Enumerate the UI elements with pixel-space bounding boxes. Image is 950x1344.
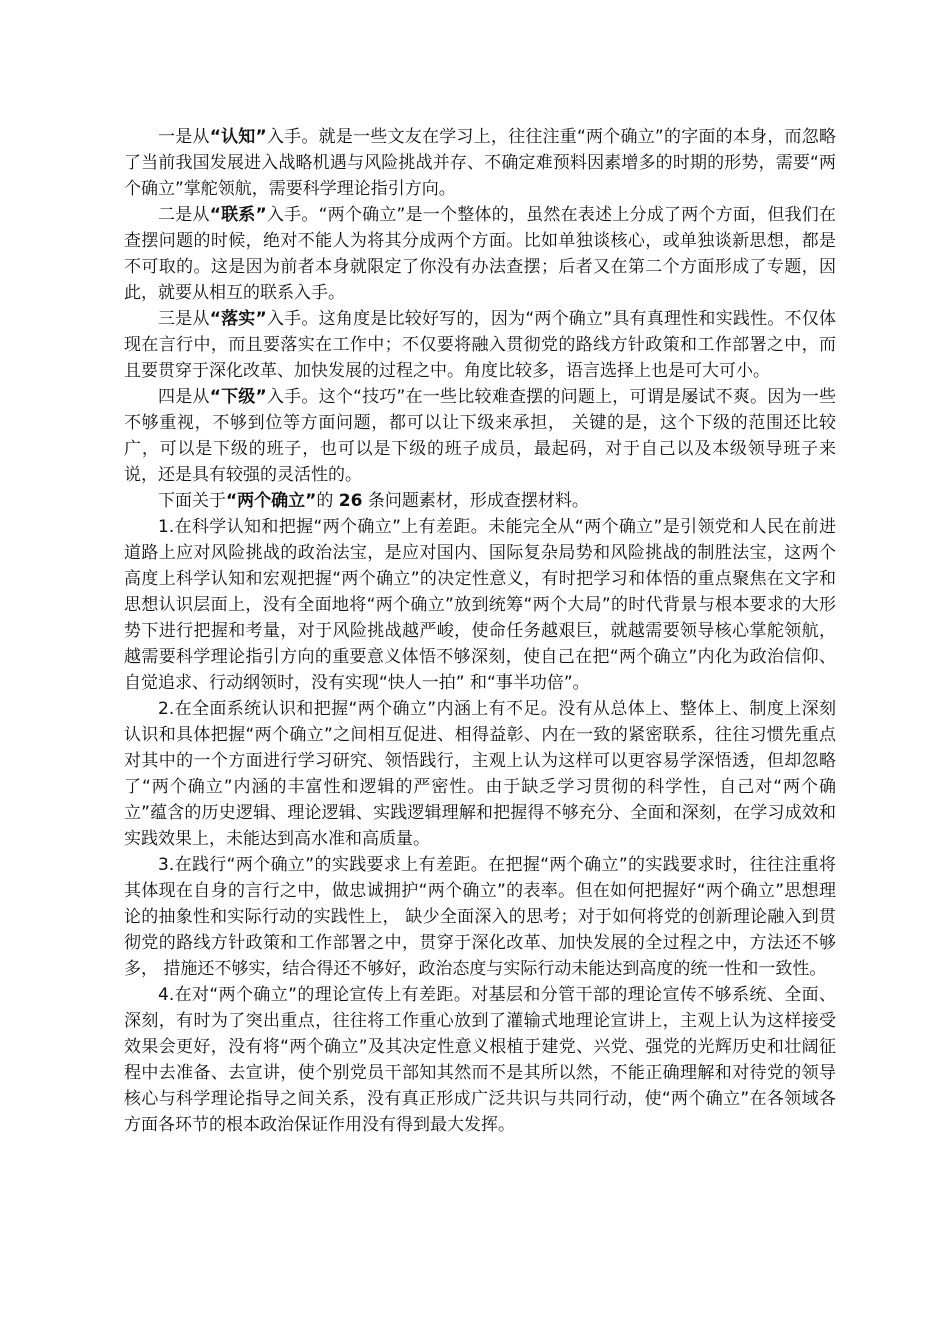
paragraph-keyword: “两个确立” xyxy=(226,491,317,511)
paragraph-lead: 二是从 xyxy=(158,205,210,225)
paragraph-keyword: “联系” xyxy=(209,205,267,225)
problem-item-2: 2.在全面系统认识和把握“两个确立”内涵上有不足。没有从总体上、整体上、制度上深刻认识和具体把握“两个确立”之间相互促进、相得益彰、内在一致的紧密联系，往往习惯先重点对其中的一个方面进行学习研究、领悟践行，主观上认为这样可以更容易学深悟透，但却忽略了“两个确立”内涵的丰富性和逻辑的严密性。由于缺乏学习贯彻的科学性，自己对“两个确立”蕴含的历史逻辑、理论逻辑、实践逻辑理解和把握得不够充分、全面和深刻，在学习成效和实践效果上，未能达到高水准和高质量。 xyxy=(124,699,836,849)
problem-item-3: 3.在践行“两个确立”的实践要求上有差距。在把握“两个确立”的实践要求时，往往注重将其体现在自身的言行之中，做忠诚拥护“两个确立”的表率。但在如何把握好“两个确立”思想理论的抽象性和实际行动的实践性上， 缺少全面深入的思考；对于如何将党的创新理论融入到贯彻党的路线方针政策和工作部署之中，贯穿于深化改革、加快发展的全过程之中，方法还不够多， 措施还不够实，结合得还不够好，政治态度与实际行动未能达到高度的统一性和一致性。 xyxy=(124,855,836,979)
paragraph-keyword: “下级” xyxy=(209,387,267,407)
paragraph-text: 条问题素材，形成查摆材料。 xyxy=(362,491,589,511)
intro-paragraph-1 xyxy=(124,124,836,202)
paragraph-text: 的 xyxy=(316,491,339,511)
paragraph-lead: 三是从 xyxy=(158,309,210,329)
intro-paragraph-5 xyxy=(124,488,836,514)
intro-paragraph-4 xyxy=(124,384,836,488)
paragraph-lead: 下面关于 xyxy=(158,491,226,511)
problem-item-4: 4.在对“两个确立”的理论宣传上有差距。对基层和分管干部的理论宣传不够系统、全面、深刻，有时为了突出重点，往往将工作重心放到了灌输式地理论宣讲上，主观上认为这样接受效果会更好，没有将“两个确立”及其决定性意义根植于建党、兴党、强党的光辉历史和壮阔征程中去准备、去宣讲，使个别党员干部知其然而不是其所以然，不能正确理解和对待党的领导核心与科学理论指导之间关系，没有真正形成广泛共识与共同行动，使“两个确立”在各领域各方面各环节的根本政治保证作用没有得到最大发挥。 xyxy=(124,985,836,1135)
paragraph-lead: 一是从 xyxy=(158,127,210,147)
intro-paragraph-2 xyxy=(124,202,836,306)
paragraph-keyword: “认知” xyxy=(209,127,267,147)
paragraph-keyword: “落实” xyxy=(209,309,267,329)
problem-item-1: 1.在科学认知和把握“两个确立”上有差距。未能完全从“两个确立”是引领党和人民在前进道路上应对风险挑战的政治法宝，是应对国内、国际复杂局势和风险挑战的制胜法宝，这两个高度上科学认知和宏观把握“两个确立”的决定性意义，有时把学习和体悟的重点聚焦在文字和思想认识层面上，没有全面地将“两个确立”放到统筹“两个大局”的时代背景与根本要求的大形势下进行把握和考量，对于风险挑战越严峻，使命任务越艰巨，就越需要领导核心掌舵领航，越需要科学理论指引方向的重要意义体悟不够深刻，使自己在把“两个确立”内化为政治信仰、自觉追求、行动纲领时，没有实现“快人一拍” 和“事半功倍”。 xyxy=(124,517,836,693)
document-body xyxy=(124,124,836,1138)
paragraph-text: 入手。就是一些文友在学习上，往往注重“两个确立”的字面的本身，而忽略了当前我国发展进入战略机遇与风险挑战并存、不确定难预料因素增多的时期的形势，需要“两个确立”掌舵领航，需要科学理论指引方向。 xyxy=(124,127,836,199)
intro-paragraph-3 xyxy=(124,306,836,384)
item-count: 26 xyxy=(338,491,363,511)
paragraph-text: 入手。这个“技巧”在一些比较难查摆的问题上，可谓是屡试不爽。因为一些不够重视，不够到位等方面问题，都可以让下级来承担， 关键的是，这个下级的范围还比较广，可以是下级的班子，也可以是下级的班子成员，最起码，对于自己以及本级领导班子来说，还是具有较强的灵活性的。 xyxy=(124,387,836,485)
paragraph-text: 入手。这角度是比较好写的，因为“两个确立”具有真理性和实践性。不仅体现在言行中，而且要落实在工作中；不仅要将融入贯彻党的路线方针政策和工作部署之中，而且要贯穿于深化改革、加快发展的过程之中。角度比较多，语言选择上也是可大可小。 xyxy=(124,309,836,381)
paragraph-text: 入手。“两个确立”是一个整体的，虽然在表述上分成了两个方面，但我们在查摆问题的时候，绝对不能人为将其分成两个方面。比如单独谈核心，或单独谈新思想，都是不可取的。这是因为前者本身就限定了你没有办法查摆；后者又在第二个方面形成了专题，因此，就要从相互的联系入手。 xyxy=(124,205,836,303)
paragraph-lead: 四是从 xyxy=(158,387,210,407)
